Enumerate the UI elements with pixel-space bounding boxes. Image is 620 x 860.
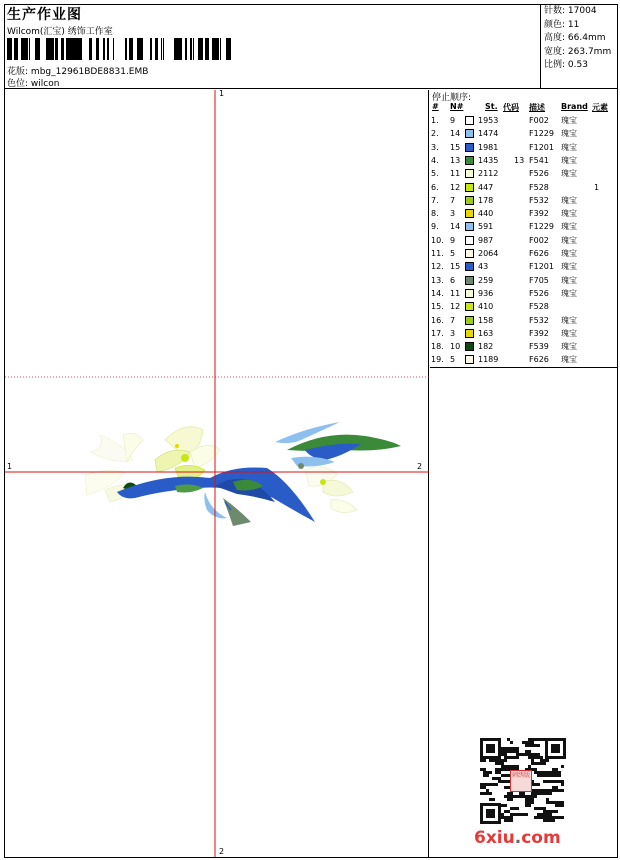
stop-stitches: 259: [478, 275, 494, 285]
stop-needle: 12: [450, 302, 461, 312]
color-swatch: [465, 116, 474, 125]
stop-row: [430, 220, 617, 233]
color-swatch: [465, 196, 474, 205]
stat-stitches: 针数: 17004: [544, 6, 597, 16]
stop-stitches: 1953: [478, 116, 499, 125]
stop-index: 7.: [431, 195, 439, 205]
stat-scale: 比例: 0.53: [544, 60, 588, 71]
stop-desc: F626: [529, 355, 549, 365]
stop-index: 1.: [431, 116, 439, 125]
stop-brand: 瑰宝: [561, 116, 577, 125]
color-swatch: [465, 342, 474, 351]
stop-needle: 5: [450, 355, 456, 365]
stop-stitches: 158: [478, 315, 494, 325]
stop-desc: F1201: [529, 262, 554, 272]
stop-needle: 10: [450, 342, 461, 352]
stop-stitches: 987: [478, 235, 494, 245]
stop-needle: 14: [450, 222, 461, 232]
axis-label-top: 1: [219, 89, 225, 98]
stop-brand: 瑰宝: [561, 155, 577, 165]
stat-height: 高度: 66.4mm: [544, 33, 606, 44]
stop-brand: 瑰宝: [561, 235, 577, 245]
file-label: 花版:: [7, 67, 29, 77]
stop-desc: F532: [529, 315, 549, 325]
page-title: 生产作业图: [7, 7, 82, 23]
stop-brand: 瑰宝: [561, 142, 577, 152]
stop-row: [430, 353, 617, 366]
stop-needle: 11: [450, 288, 461, 298]
stop-row: [430, 260, 617, 273]
stop-needle: 14: [450, 129, 461, 139]
col-desc: 描述: [529, 103, 545, 112]
stop-index: 14.: [431, 288, 444, 298]
stop-index: 5.: [431, 169, 439, 179]
stop-index: 2.: [431, 129, 439, 139]
stop-needle: 15: [450, 142, 461, 152]
stop-index: 8.: [431, 209, 439, 219]
stop-stitches: 2064: [478, 249, 499, 258]
color-swatch: [465, 262, 474, 271]
stop-stitches: 2112: [478, 169, 499, 179]
color-name: wilcon: [30, 79, 60, 89]
color-swatch: [465, 156, 474, 165]
design-stats: [540, 4, 618, 88]
stop-row: [430, 314, 617, 327]
qr-code: [480, 738, 566, 824]
color-swatch: [465, 276, 474, 285]
stop-brand: 瑰宝: [561, 275, 577, 285]
stop-stitches: 591: [478, 222, 494, 232]
stop-row: [430, 274, 617, 287]
stop-index: 17.: [431, 328, 444, 338]
stop-brand: 瑰宝: [561, 249, 577, 258]
color-swatch: [465, 183, 474, 192]
header: [4, 4, 618, 89]
watermark-logo: 6xiu.com: [474, 828, 561, 848]
stop-needle: 3: [450, 328, 456, 338]
stop-needle: 9: [450, 235, 456, 245]
stop-desc: F539: [529, 342, 549, 352]
stop-desc: F532: [529, 195, 549, 205]
stop-needle: 13: [450, 155, 461, 165]
stop-desc: F1229: [529, 222, 554, 232]
stop-needle: 7: [450, 195, 456, 205]
color-swatch: [465, 143, 474, 152]
stat-width: 宽度: 263.7mm: [544, 46, 612, 57]
stop-desc: F392: [529, 328, 549, 338]
stop-stitches: 182: [478, 342, 494, 352]
stop-needle: 15: [450, 262, 461, 272]
stop-element: 1: [594, 182, 600, 192]
color-swatch: [465, 289, 474, 298]
color-swatch: [465, 169, 474, 178]
stop-brand: 瑰宝: [561, 222, 577, 232]
stop-index: 10.: [431, 235, 444, 245]
stop-needle: 3: [450, 209, 456, 219]
stop-brand: 瑰宝: [561, 129, 577, 139]
stop-stitches: 163: [478, 328, 494, 338]
stop-needle: 9: [450, 116, 456, 125]
stop-brand: 瑰宝: [561, 195, 577, 205]
stat-colors: 颜色: 11: [544, 19, 580, 30]
design-preview: [5, 90, 429, 857]
color-row: [7, 76, 59, 89]
stop-index: 15.: [431, 302, 444, 312]
stop-desc: F528: [529, 182, 549, 192]
stop-stitches: 1474: [478, 129, 499, 139]
color-swatch: [465, 355, 474, 364]
col-needle: N#: [450, 102, 464, 111]
stop-index: 18.: [431, 342, 444, 352]
color-swatch: [465, 129, 474, 138]
stop-stitches: 410: [478, 302, 494, 312]
stop-index: 11.: [431, 249, 444, 258]
color-swatch: [465, 222, 474, 231]
embroidery-design: [85, 422, 401, 526]
stop-row: [430, 194, 617, 207]
color-swatch: [465, 302, 474, 311]
axis-label-left: 1: [7, 462, 13, 471]
stop-index: 4.: [431, 155, 439, 165]
stop-desc: F002: [529, 235, 549, 245]
stop-row: [430, 300, 617, 313]
stop-row: [430, 340, 617, 353]
stop-sequence-header: [430, 101, 617, 113]
color-swatch: [465, 329, 474, 338]
stop-row: [430, 327, 617, 340]
stop-row: [430, 181, 617, 194]
stop-brand: 瑰宝: [561, 262, 577, 272]
stop-brand: 瑰宝: [561, 342, 577, 352]
stop-stitches: 43: [478, 262, 489, 272]
stop-row: [430, 154, 617, 167]
stop-index: 16.: [431, 315, 444, 325]
stop-desc: F705: [529, 275, 549, 285]
stop-sequence-title: 停止顺序:: [432, 93, 472, 103]
stop-stitches: 447: [478, 182, 494, 192]
stop-brand: 瑰宝: [561, 169, 577, 179]
stop-desc: F1229: [529, 129, 554, 139]
col-index: #: [432, 102, 439, 111]
stop-needle: 11: [450, 169, 461, 179]
stop-row: [430, 247, 617, 260]
color-swatch: [465, 209, 474, 218]
stop-sequence: [430, 90, 617, 368]
stop-brand: 瑰宝: [561, 355, 577, 365]
studio-subtitle: Wilcom(汇宝) 绣饰工作室: [7, 27, 113, 37]
stop-needle: 6: [450, 275, 456, 285]
stop-stitches: 440: [478, 209, 494, 219]
stop-brand: 瑰宝: [561, 328, 577, 338]
stop-brand: 瑰宝: [561, 288, 577, 298]
stop-needle: 5: [450, 249, 456, 258]
stop-index: 19.: [431, 355, 444, 365]
stop-row: [430, 167, 617, 180]
col-stitches: St.: [485, 102, 498, 111]
stop-index: 12.: [431, 262, 444, 272]
stop-index: 3.: [431, 142, 439, 152]
stop-row: [430, 114, 617, 127]
stop-needle: 7: [450, 315, 456, 325]
stop-row: [430, 141, 617, 154]
stop-row: [430, 234, 617, 247]
qr-stamp: 刺绣版: [510, 770, 532, 792]
stop-desc: F392: [529, 209, 549, 219]
axis-label-bottom: 2: [219, 847, 225, 856]
stop-index: 13.: [431, 275, 444, 285]
stop-brand: 瑰宝: [561, 315, 577, 325]
stop-desc: F002: [529, 116, 549, 125]
stop-index: 6.: [431, 182, 439, 192]
color-swatch: [465, 249, 474, 258]
stop-desc: F626: [529, 249, 549, 258]
stop-needle: 12: [450, 182, 461, 192]
stop-stitches: 1981: [478, 142, 499, 152]
col-code: 代码: [503, 103, 519, 112]
stop-stitches: 1189: [478, 355, 499, 365]
col-brand: Brand: [561, 102, 588, 111]
stop-code: 13: [514, 155, 525, 165]
stop-index: 9.: [431, 222, 439, 232]
col-element: 元素: [592, 103, 608, 112]
stop-desc: F526: [529, 169, 549, 179]
stop-brand: 瑰宝: [561, 209, 577, 219]
stop-desc: F526: [529, 288, 549, 298]
color-label: 色位:: [7, 79, 29, 89]
color-swatch: [465, 316, 474, 325]
design-canvas: [5, 90, 429, 857]
axis-label-right: 2: [417, 462, 423, 471]
stop-stitches: 936: [478, 288, 494, 298]
barcode: [7, 38, 235, 60]
stop-row: [430, 207, 617, 220]
stop-desc: F1201: [529, 142, 554, 152]
stop-row: [430, 287, 617, 300]
stop-desc: F541: [529, 155, 549, 165]
stop-stitches: 178: [478, 195, 494, 205]
file-name: mbg_12961BDE8831.EMB: [30, 67, 149, 77]
stop-row: [430, 127, 617, 140]
stop-stitches: 1435: [478, 155, 499, 165]
stop-desc: F528: [529, 302, 549, 312]
color-swatch: [465, 236, 474, 245]
